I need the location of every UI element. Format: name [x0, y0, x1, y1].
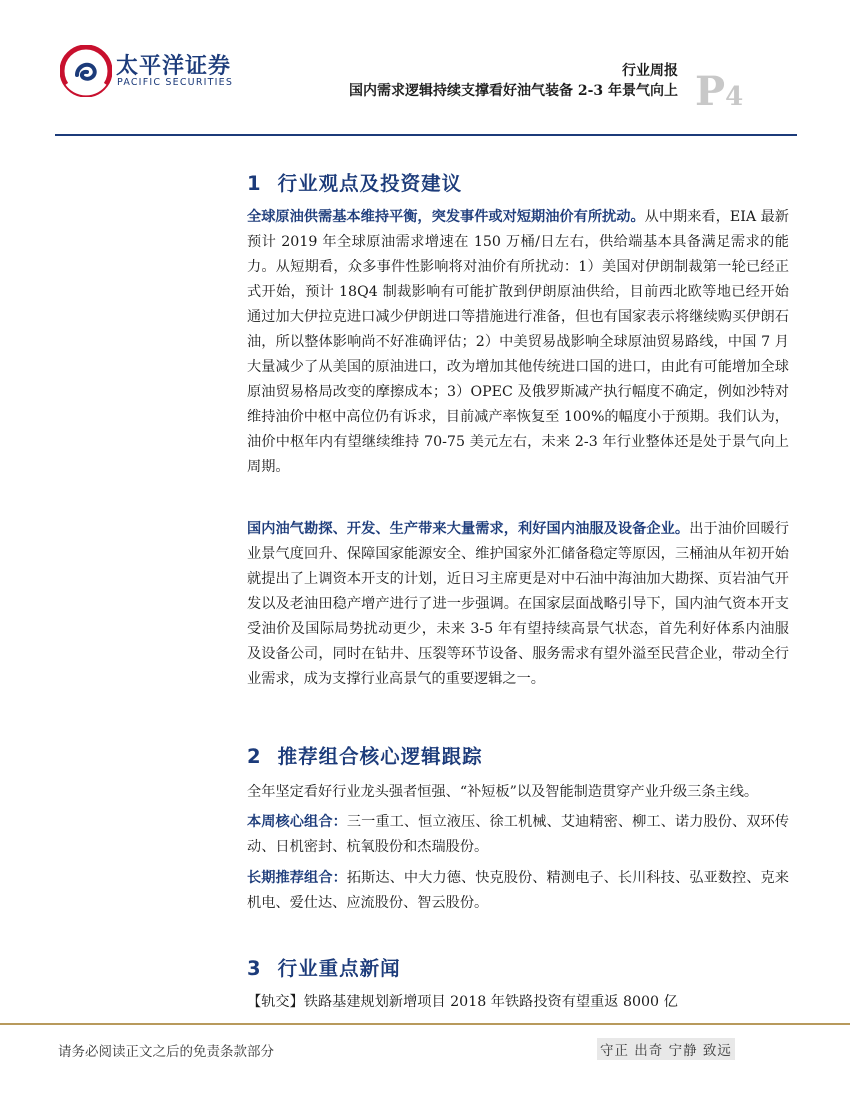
section-number: 2: [247, 745, 262, 768]
footer-motto: 守正 出奇 宁静 致远: [597, 1038, 735, 1060]
paragraph-weekly-portfolio: [247, 810, 789, 860]
page-letter: P: [695, 68, 726, 115]
paragraph-oil-supply-demand: [247, 205, 789, 480]
paragraph-body: 拓斯达、中大力德、快克股份、精测电子、长川科技、弘亚数控、克来机电、爱仕达、应流股份、智云股份。: [247, 870, 789, 911]
paragraph-body: 出于油价回暖行业景气度回升、保障国家能源安全、维护国家外汇储备稳定等原因，三桶油从年初开始就提出了上调资本开支的计划，近日习主席更是对中石油中海油加大勘探、页岩油气开发以及老油田稳产增产进行了进一步强调。在国家层面战略引导下，国内油气资本开支受油价及国际局势扰动更少，未来 3-5 年有望持续高景气状态，首先利好体系内油服及设备公司，同时在钻井、压裂等环节设备、服务需求有望外溢至民营企业，带动全行业需求，成为支撑行业高景气的重要逻辑之一。: [247, 521, 789, 687]
section-title: 行业重点新闻: [277, 957, 401, 980]
report-type: 行业周报: [622, 63, 678, 79]
section-2-heading: [247, 741, 483, 769]
paragraph-lead: 长期推荐组合：: [247, 870, 347, 886]
header-divider: [55, 134, 797, 136]
paragraph-lead: 本周核心组合：: [247, 814, 347, 830]
section-title: 行业观点及投资建议: [277, 172, 463, 195]
paragraph-body: 全年坚定看好行业龙头强者恒强、“补短板”以及智能制造贯穿产业升级三条主线。: [247, 784, 759, 800]
news-headline: 【轨交】铁路基建规划新增项目 2018 年铁路投资有望重返 8000 亿: [247, 994, 678, 1010]
logo-emblem-icon: [60, 45, 112, 97]
footer-divider: [0, 1023, 850, 1025]
section-3-heading: [247, 953, 401, 981]
footer-disclaimer: 请务必阅读正文之后的免责条款部分: [58, 1044, 274, 1060]
page-number: [695, 68, 744, 117]
section-1-heading: [247, 168, 462, 196]
paragraph-body: 从中期来看，EIA 最新预计 2019 年全球原油需求增速在 150 万桶/日左右，供给端基本具备满足需求的能力。从短期看，众多事件性影响将对油价有所扰动：1）美国对伊朗制裁第一轮已经正式开始，预计 18Q4 制裁影响有可能扩散到伊朗原油供给，目前西北欧等地已经开始通过加大伊拉克进口减少伊朗进口等措施进行准备，但也有国家表示将继续购买伊朗石油，所以整体影响尚不好准确评估；2）中美贸易战影响全球原油贸易路线，中国 7 月大量减少了从美国的原油进口，改为增加其他传统进口国的进口，由此有可能增加全球原油贸易格局改变的摩擦成本；3）OPEC 及俄罗斯减产执行幅度不确定，例如沙特对维持油价中枢中高位仍有诉求，目前减产率恢复至 100%的幅度小于预期。我们认为，油价中枢年内有望继续维持 70-75 美元左右，未来 2-3 年行业整体还是处于景气向上周期。: [247, 209, 789, 475]
paragraph-body: 三一重工、恒立液压、徐工机械、艾迪精密、柳工、诺力股份、双环传动、日机密封、杭氧股份和杰瑞股份。: [247, 814, 789, 855]
report-title: 国内需求逻辑持续支撑看好油气装备 2-3 年景气向上: [348, 83, 678, 99]
paragraph-long-term-portfolio: [247, 866, 789, 916]
page-header: [0, 0, 850, 140]
paragraph-main-lines: [247, 780, 789, 805]
section-number: 3: [247, 957, 262, 980]
paragraph-domestic-demand: [247, 517, 789, 692]
section-number: 1: [247, 172, 262, 195]
company-logo: [60, 45, 300, 105]
section-title: 推荐组合核心逻辑跟踪: [277, 745, 483, 768]
paragraph-lead: 国内油气勘探、开发、生产带来大量需求，利好国内油服及设备企业。: [247, 521, 690, 537]
news-item: [247, 990, 789, 1015]
paragraph-lead: 全球原油供需基本维持平衡，突发事件或对短期油价有所扰动。: [247, 209, 645, 225]
page-digit: 4: [725, 82, 744, 112]
logo-chinese-name: 太平洋证券: [116, 54, 232, 79]
logo-english-name: PACIFIC SECURITIES: [117, 77, 234, 88]
